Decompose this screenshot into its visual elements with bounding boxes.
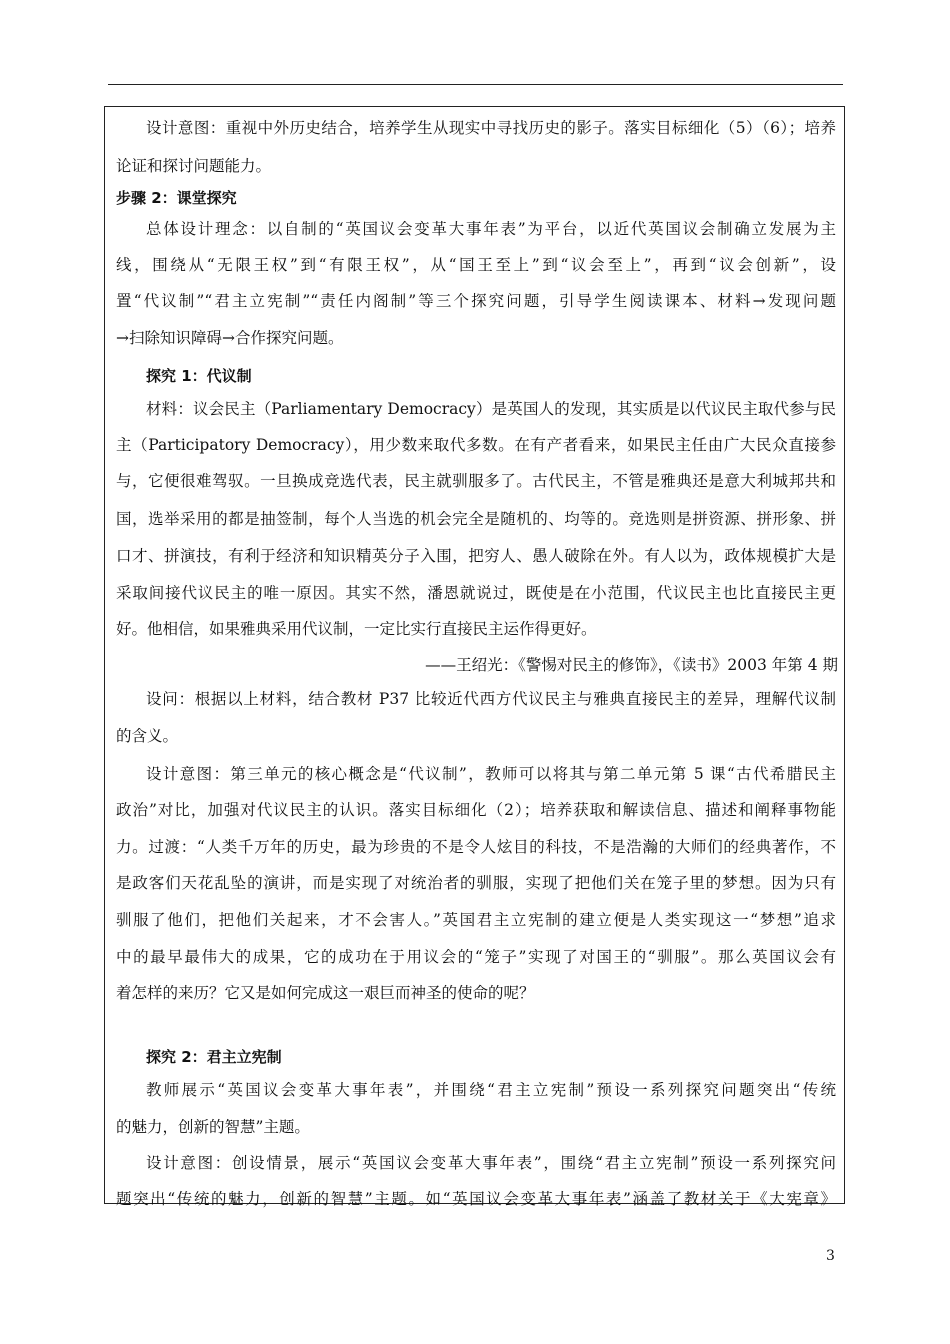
text-line: 置“代议制”“君主立宪制”“责任内阁制”等三个探究问题，引导学生阅读课本、材料→发现问题 xyxy=(116,292,836,310)
text-line: 政治”对比，加强对代议民主的认识。落实目标细化（2）；培养获取和解读信息、描述和阐释事物能 xyxy=(116,801,836,819)
text-line: 国，选举采用的都是抽签制，每个人当选的机会完全是随机的、均等的。竞选则是拼资源、拼形象、拼 xyxy=(116,510,836,528)
text-line: 与，它便很难驾驭。一旦换成竞选代表，民主就驯服多了。古代民主，不管是雅典还是意大利城邦共和 xyxy=(116,472,836,490)
section-heading: 步骤 2：课堂探究 xyxy=(116,189,237,207)
text-line: 总体设计理念：以自制的“英国议会变革大事年表”为平台，以近代英国议会制确立发展为主 xyxy=(146,220,836,238)
text-line: 采取间接代议民主的唯一原因。其实不然，潘恩就说过，既使是在小范围，代议民主也比直接民主更 xyxy=(116,584,836,602)
citation: ——王绍光：《警惕对民主的修饰》，《读书》2003 年第 4 期 xyxy=(425,656,838,674)
text-line: 是政客们天花乱坠的演讲，而是实现了对统治者的驯服，实现了把他们关在笼子里的梦想。因为只有 xyxy=(116,874,836,892)
text-line: 设问：根据以上材料，结合教材 P37 比较近代西方代议民主与雅典直接民主的差异，理解代议制 xyxy=(146,690,836,708)
text-line: 教师展示“英国议会变革大事年表”，并围绕“君主立宪制”预设一系列探究问题突出“传统 xyxy=(146,1081,836,1099)
text-line: 驯服了他们，把他们关起来，才不会害人。”英国君主立宪制的建立便是人类实现这一“梦想”追求 xyxy=(116,911,836,929)
text-line: 中的最早最伟大的成果，它的成功在于用议会的“笼子”实现了对国王的“驯服”。那么英国议会有 xyxy=(116,948,836,966)
text-line: 的含义。 xyxy=(116,727,179,745)
text-line: 设计意图：创设情景，展示“英国议会变革大事年表”，围绕“君主立宪制”预设一系列探究问 xyxy=(146,1154,836,1172)
text-line: 设计意图：第三单元的核心概念是“代议制”，教师可以将其与第二单元第 5 课“古代希腊民主 xyxy=(146,765,836,783)
text-line: →扫除知识障碍→合作探究问题。 xyxy=(116,329,344,347)
text-line: 的魅力，创新的智慧”主题。 xyxy=(116,1118,310,1136)
text-line: 主（Participatory Democracy），用少数来取代多数。在有产者看来，如果民主任由广大民众直接参 xyxy=(116,436,836,454)
text-line: 好。他相信，如果雅典采用代议制，一定比实行直接民主运作得更好。 xyxy=(116,620,597,638)
subsection-heading: 探究 2：君主立宪制 xyxy=(146,1048,282,1066)
text-line: 设计意图：重视中外历史结合，培养学生从现实中寻找历史的影子。落实目标细化（5）（6）；培养 xyxy=(146,119,836,137)
header-rule xyxy=(108,84,843,85)
page-number: 3 xyxy=(826,1248,835,1264)
text-line: 着怎样的来历？它又是如何完成这一艰巨而神圣的使命的呢？ xyxy=(116,984,535,1002)
text-line: 力。过渡：“人类千万年的历史，最为珍贵的不是令人炫目的科技，不是浩瀚的大师们的经典著作，不 xyxy=(116,838,836,856)
text-line: 论证和探讨问题能力。 xyxy=(116,157,272,175)
subsection-heading: 探究 1：代议制 xyxy=(146,367,252,385)
text-line: 口才、拼演技，有利于经济和知识精英分子入围，把穷人、愚人破除在外。有人以为，政体规模扩大是 xyxy=(116,547,836,565)
text-line: 题突出“传统的魅力，创新的智慧”主题。如“英国议会变革大事年表”涵盖了教材关于《大宪章》 xyxy=(116,1190,836,1208)
text-line: 线，围绕从“无限王权”到“有限王权”，从“国王至上”到“议会至上”，再到“议会创新”，设 xyxy=(116,256,836,274)
text-line: 材料：议会民主（Parliamentary Democracy）是英国人的发现，其实质是以代议民主取代参与民 xyxy=(146,400,836,418)
